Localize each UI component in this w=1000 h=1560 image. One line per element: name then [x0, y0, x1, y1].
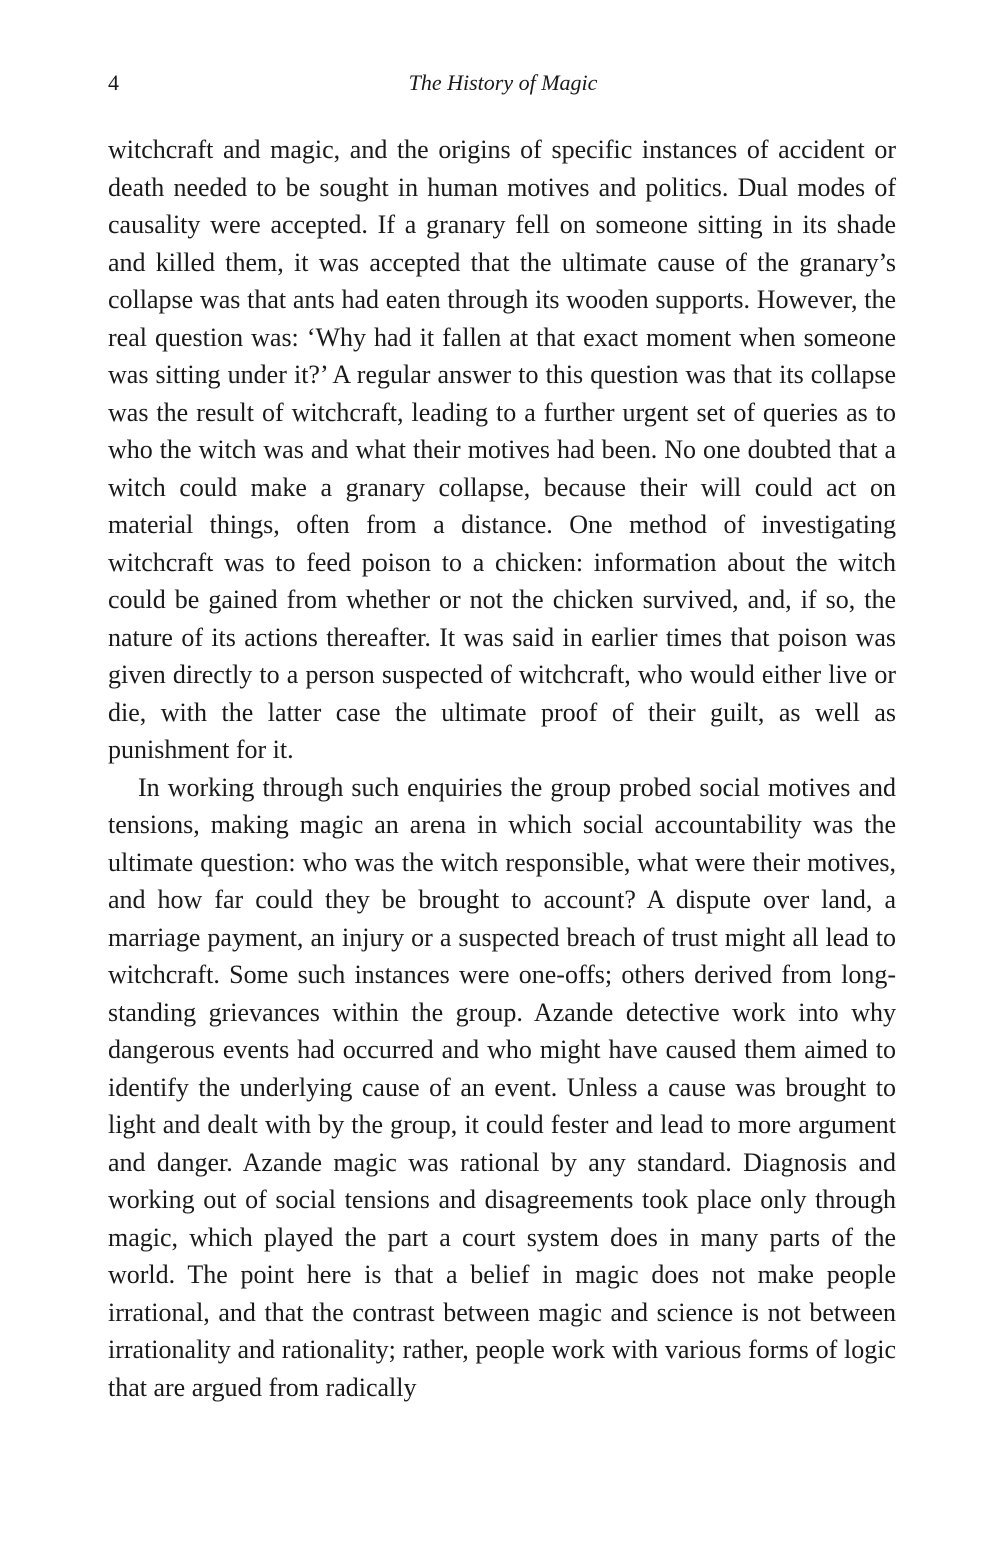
body-text: [108, 131, 896, 1406]
paragraph-1: witchcraft and magic, and the origins of specific instances of accident or death needed to be sought in human motives and politics. Dual modes of causality were accepted. If a granary fell on someone sitting in its shade and killed them, it was accepted that the ultimate cause of the granary’s collapse was that ants had eaten through its wooden supports. However, the real question was: ‘Why had it fallen at that exact moment when someone was sitting under it?’ A regular answer to this question was that its collapse was the result of witchcraft, leading to a further urgent set of queries as to who the witch was and what their motives had been. No one doubted that a witch could make a granary collapse, because their will could act on material things, often from a distance. One method of investigating witchcraft was to feed poison to a chicken: information about the witch could be gained from whether or not the chicken survived, and, if so, the nature of its actions thereafter. It was said in earlier times that poison was given directly to a person suspected of witchcraft, who would either live or die, with the latter case the ultimate proof of their guilt, as well as punishment for it.: [108, 135, 896, 764]
paragraph-2: In working through such enquiries the group probed social motives and tensions, making magic an arena in which social accountability was the ultimate question: who was the witch responsible, what were their motives, and how far could they be brought to account? A dispute over land, a marriage payment, an injury or a suspected breach of trust might all lead to witchcraft. Some such instances were one-offs; others derived from long-standing grievances within the group. Azande detective work into why dangerous events had occurred and who might have caused them aimed to identify the underlying cause of an event. Unless a cause was brought to light and dealt with by the group, it could fester and lead to more argument and danger. Azande magic was rational by any standard. Diagnosis and working out of social tensions and disagreements took place only through magic, which played the part a court system does in many parts of the world. The point here is that a belief in magic does not make people irrational, and that the contrast between magic and science is not between irrationality and rationality; rather, people work with various forms of logic that are argued from radically: [108, 772, 896, 1402]
page-number: 4: [108, 70, 119, 95]
running-title: The History of Magic: [408, 70, 598, 95]
running-head: [108, 70, 898, 104]
